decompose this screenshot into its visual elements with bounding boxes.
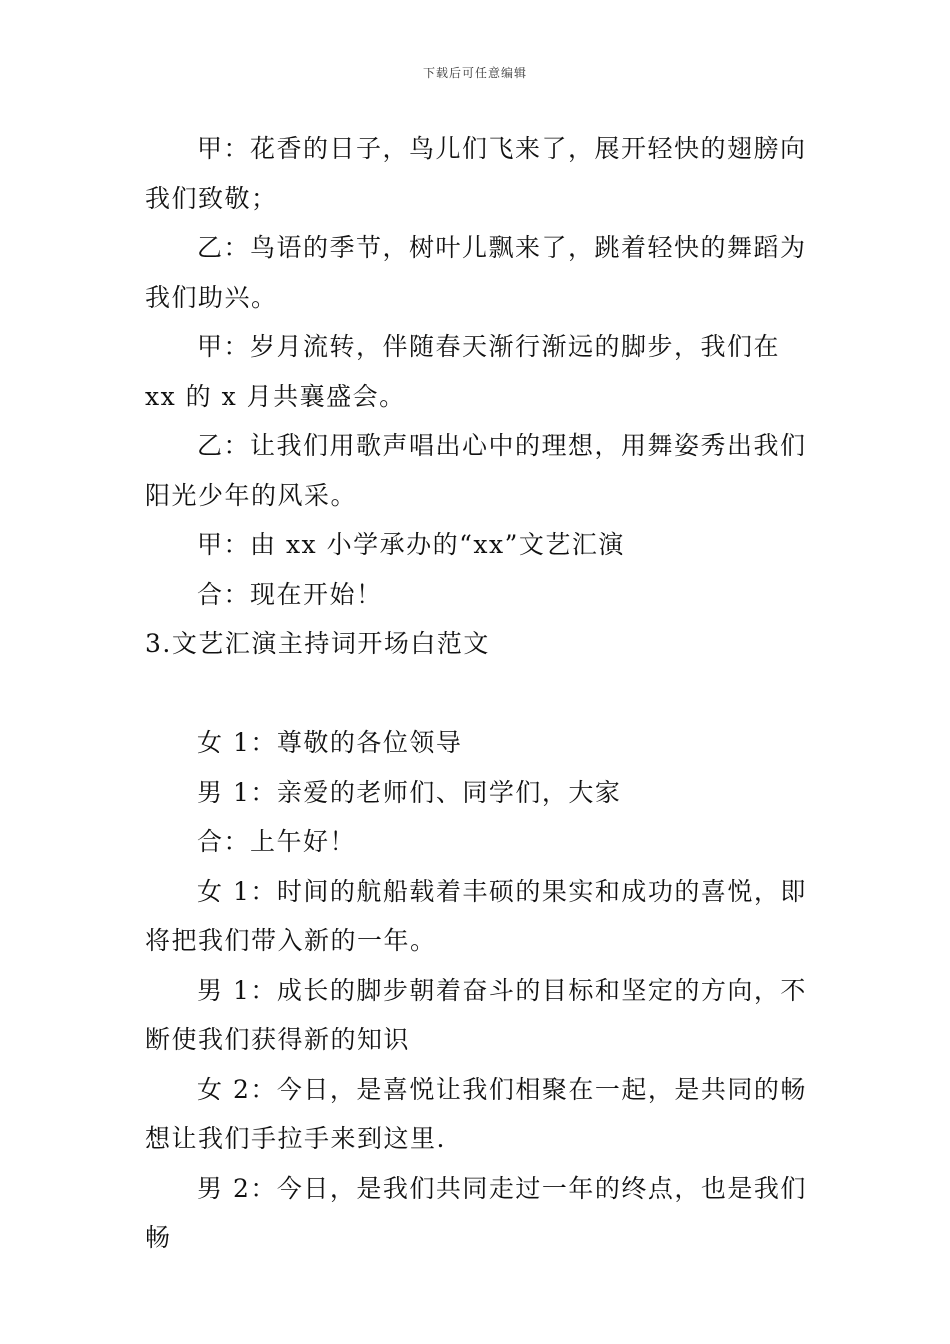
dialogue-line: 女 1：尊敬的各位领导 bbox=[197, 728, 463, 757]
dialogue-line: 甲：花香的日子，鸟儿们飞来了，展开轻快的翅膀向我们致敬； bbox=[145, 134, 807, 213]
dialogue-line: 男 1：成长的脚步朝着奋斗的目标和坚定的方向，不断使我们获得新的知识 bbox=[145, 975, 807, 1054]
dialogue-line: 男 2：今日，是我们共同走过一年的终点，也是我们畅 bbox=[145, 1173, 807, 1252]
document-body bbox=[145, 124, 810, 1263]
dialogue-line: 合：上午好！ bbox=[197, 827, 357, 856]
page-header: 下载后可任意编辑 bbox=[422, 66, 527, 80]
section-heading: 3.文艺汇演主持词开场白范文 bbox=[145, 629, 490, 658]
dialogue-line: 甲：由 xx 小学承办的“xx”文艺汇演 bbox=[197, 530, 625, 559]
dialogue-line: 乙：鸟语的季节，树叶儿飘来了，跳着轻快的舞蹈为我们助兴。 bbox=[145, 233, 807, 312]
dialogue-line: 乙：让我们用歌声唱出心中的理想，用舞姿秀出我们阳光少年的风采。 bbox=[145, 431, 807, 510]
dialogue-line: 合：现在开始！ bbox=[197, 579, 383, 609]
dialogue-line: 女 1：时间的航船载着丰硕的果实和成功的喜悦，即将把我们带入新的一年。 bbox=[145, 876, 807, 955]
dialogue-line: 男 1：亲爱的老师们、同学们，大家 bbox=[197, 777, 622, 807]
dialogue-line: 女 2：今日，是喜悦让我们相聚在一起，是共同的畅想让我们手拉手来到这里. bbox=[145, 1074, 807, 1153]
dialogue-line: 甲：岁月流转，伴随春天渐行渐远的脚步，我们在 xx 的 x 月共襄盛会。 bbox=[145, 332, 781, 411]
blank-line bbox=[145, 669, 810, 719]
